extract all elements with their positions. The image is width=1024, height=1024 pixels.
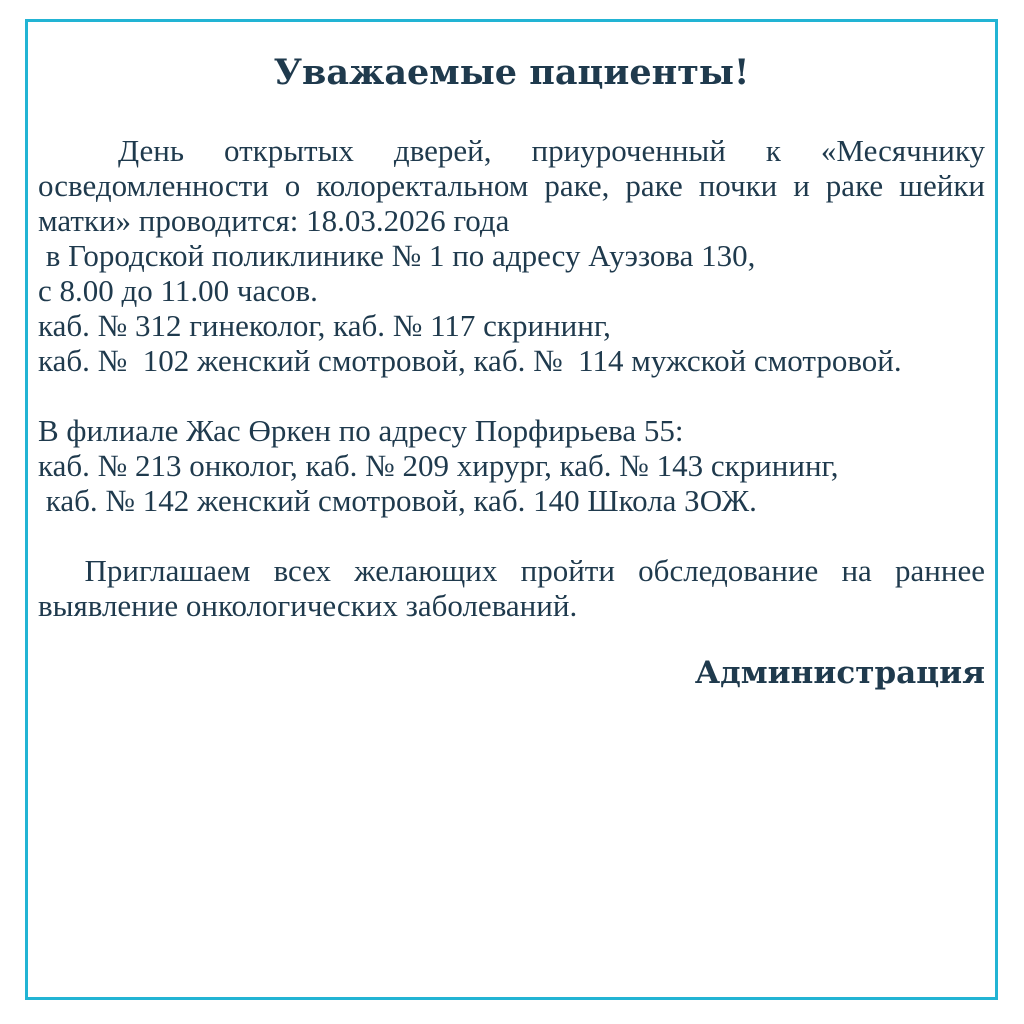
cabinets-line-2: каб. № 102 женский смотровой, каб. № 114 мужской смотровой. — [38, 343, 902, 378]
open-day-paragraph: День открытых дверей, приуроченный к «Месячнику осведомленности о колоректальном раке, раке почки и раке шейки матки» проводится: 18.03.2026 года — [38, 133, 993, 238]
hours-line: с 8.00 до 11.00 часов. — [38, 273, 318, 308]
invitation-paragraph: Приглашаем всех желающих пройти обследование на раннее выявление онкологических заболеваний. — [38, 553, 993, 623]
branch-address-line: В филиале Жас Өркен по адресу Порфирьева 55: — [38, 413, 684, 448]
spacer — [38, 378, 985, 413]
notice-title: Уважаемые пациенты! — [273, 52, 750, 93]
notice-body — [38, 133, 993, 623]
notice-content — [38, 48, 993, 693]
branch-cabinets-line-1: каб. № 213 онколог, каб. № 209 хирург, каб. № 143 скрининг, — [38, 448, 839, 483]
branch-cabinets-line-2: каб. № 142 женский смотровой, каб. 140 Школа ЗОЖ. — [38, 483, 757, 518]
clinic-address-line: в Городской поликлинике № 1 по адресу Ауэзова 130, — [38, 238, 756, 273]
signature: Администрация — [694, 655, 985, 691]
spacer — [38, 518, 985, 553]
cabinets-line-1: каб. № 312 гинеколог, каб. № 117 скрининг, — [38, 308, 611, 343]
